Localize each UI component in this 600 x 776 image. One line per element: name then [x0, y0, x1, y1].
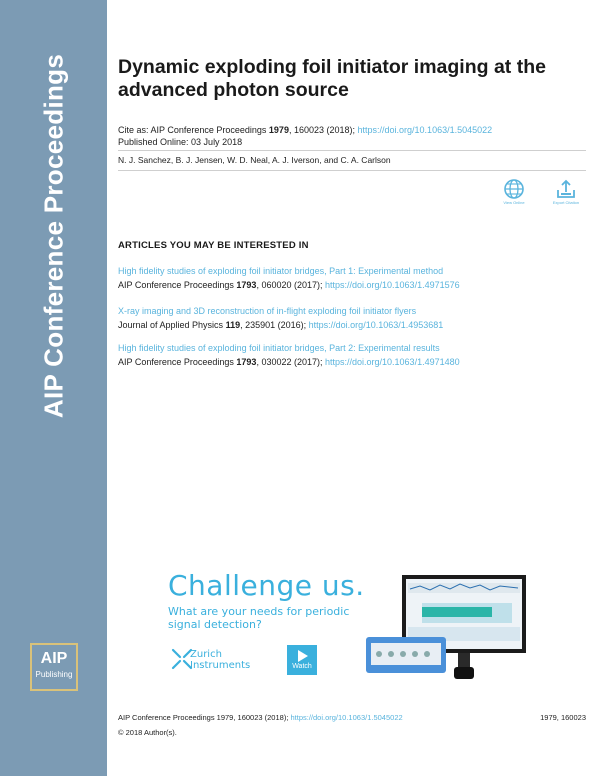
globe-icon: [503, 178, 525, 200]
footer-doi-link[interactable]: https://doi.org/10.1063/1.5045022: [290, 713, 403, 722]
export-citation-button[interactable]: [548, 178, 584, 205]
related-article-ref: AIP Conference Proceedings 1793, 060020 (2017); https://doi.org/10.1063/1.4971576: [118, 280, 460, 290]
aip-publishing-logo[interactable]: [30, 643, 78, 691]
doi-link[interactable]: https://doi.org/10.1063/1.5045022: [357, 125, 493, 135]
view-online-button[interactable]: [496, 178, 532, 205]
ad-brand: Zurich Instruments: [190, 649, 251, 671]
article-title: Dynamic exploding foil initiator imaging at the advanced photon source: [118, 56, 546, 101]
related-doi-link[interactable]: https://doi.org/10.1063/1.4971576: [325, 280, 460, 290]
logo-text: AIP: [40, 650, 68, 667]
view-online-label: View Online: [503, 200, 525, 205]
authors: N. J. Sanchez, B. J. Jensen, W. D. Neal, A. J. Iverson, and C. A. Carlson: [118, 155, 391, 165]
related-heading: ARTICLES YOU MAY BE INTERESTED IN: [118, 240, 309, 251]
footer-page-ref: 1979, 160023: [540, 713, 586, 722]
instrument-image: [365, 635, 447, 675]
play-icon: [295, 650, 309, 662]
related-article[interactable]: [118, 341, 588, 369]
advertisement[interactable]: [160, 565, 540, 690]
ad-headline: Challenge us.: [168, 569, 365, 602]
export-citation-label: Export Citation: [552, 200, 580, 205]
related-article-title[interactable]: X-ray imaging and 3D reconstruction of in-flight exploding foil initiator flyers: [118, 306, 417, 316]
cite-rest: , 160023 (2018);: [288, 125, 358, 135]
related-article-ref: Journal of Applied Physics 119, 235901 (2016); https://doi.org/10.1063/1.4953681: [118, 320, 444, 330]
copyright: © 2018 Author(s).: [118, 728, 177, 737]
related-doi-link[interactable]: https://doi.org/10.1063/1.4953681: [308, 320, 444, 330]
related-article-ref: AIP Conference Proceedings 1793, 030022 (2017); https://doi.org/10.1063/1.4971480: [118, 357, 460, 367]
journal-sidebar: [0, 0, 107, 776]
related-article-title[interactable]: High fidelity studies of exploding foil initiator bridges, Part 2: Experimental results: [118, 343, 440, 353]
related-article-title[interactable]: High fidelity studies of exploding foil initiator bridges, Part 1: Experimental method: [118, 266, 444, 276]
watch-button[interactable]: [287, 645, 317, 675]
journal-name: AIP Conference Proceedings: [38, 53, 69, 419]
cite-volume: 1979: [268, 125, 289, 135]
published-date: Published Online: 03 July 2018: [118, 137, 243, 147]
cite-label: Cite as: AIP Conference Proceedings: [118, 125, 269, 135]
footer-citation: AIP Conference Proceedings 1979, 160023 (2018); https://doi.org/10.1063/1.5045022: [118, 713, 403, 722]
related-article[interactable]: [118, 304, 588, 332]
divider: [118, 150, 586, 151]
divider: [118, 170, 586, 171]
export-icon: [555, 178, 577, 200]
ad-subtext: What are your needs for periodic signal detection?: [168, 605, 350, 631]
logo-subtext: Publishing: [35, 670, 73, 679]
watch-label: Watch: [292, 663, 312, 670]
citation-block: [118, 124, 492, 148]
related-article[interactable]: [118, 264, 588, 292]
related-doi-link[interactable]: https://doi.org/10.1063/1.4971480: [325, 357, 460, 367]
